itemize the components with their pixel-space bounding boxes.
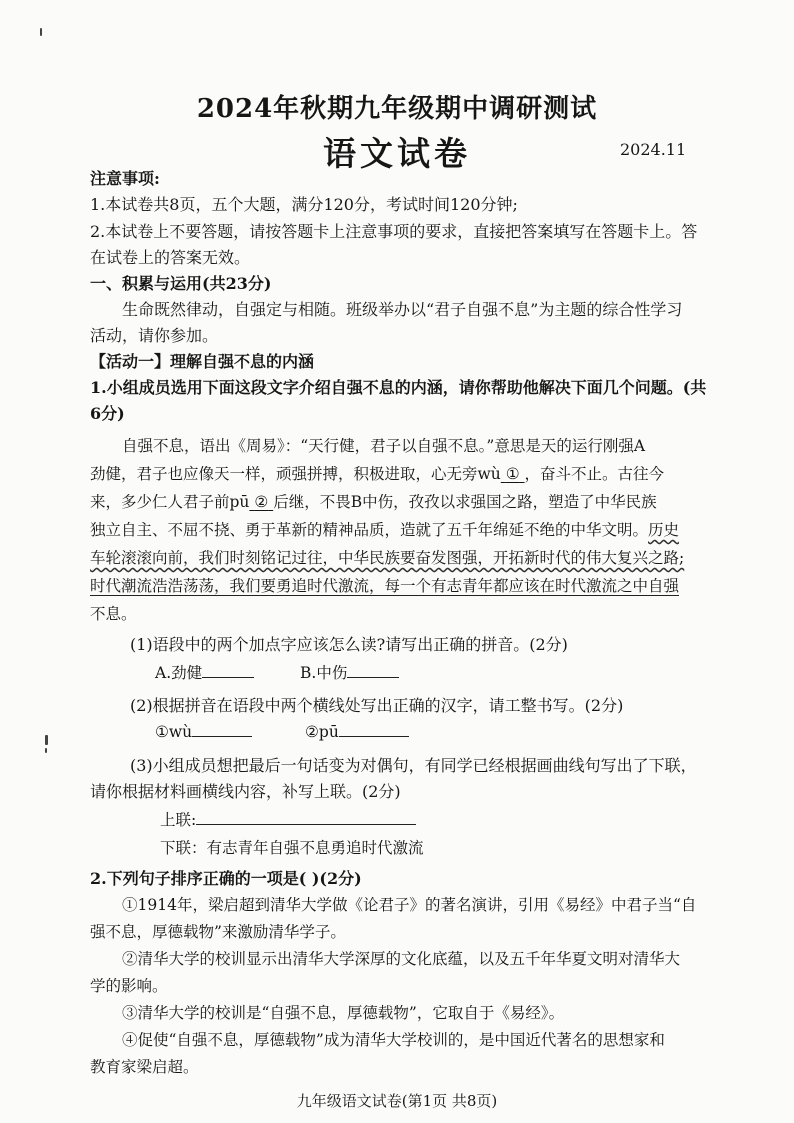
- question-1-cont: 6分): [90, 404, 125, 423]
- notice-item-1: 1.本试卷共8页，五个大题，满分120分，考试时间120分钟;: [90, 195, 518, 214]
- sentence-2: ②清华大学的校训显示出清华大学深厚的文化底蕴，以及五千年华夏文明对清华大: [122, 950, 681, 968]
- subquestion-3-cont: 请你根据材料画横线内容，补写上联。(2分): [90, 782, 401, 801]
- sentence-1: ①1914年，梁启超到清华大学做《论君子》的著名演讲，引用《易经》中君子当“自: [122, 896, 697, 914]
- scan-speck: [45, 735, 48, 745]
- subquestion-1: (1)语段中的两个加点字应该怎么读?请写出正确的拼音。(2分): [130, 635, 568, 654]
- upper-couplet: 上联:: [160, 808, 416, 830]
- subquestion-3: (3)小组成员想把最后一句话变为对偶句，有同学已经根据画曲线句写出了下联，: [130, 756, 697, 775]
- passage-text: 独立自主、不屈不挠、勇于革新的精神品质，造就了五千年绵延不绝的中华文明。: [90, 521, 649, 539]
- passage-text: 后继，不畏B中伤，孜孜以求强国之路，塑造了中华民族: [273, 493, 657, 511]
- answer-line-b: B.中伤: [300, 661, 399, 683]
- notice-item-2: 2.本试卷上不要答题，请按答题卡上注意事项的要求，直接把答案填写在答题卡上。答: [90, 222, 698, 241]
- subquestion-2: (2)根据拼音在语段中两个横线处写出正确的汉字，请工整书写。(2分): [130, 696, 624, 715]
- answer-line-wu: ①wù: [155, 722, 252, 741]
- sentence-4: ④促使“自强不息，厚德载物”成为清华大学校训的，是中国近代著名的思想家和: [122, 1031, 665, 1049]
- sentence-1-cont: 强不息，厚德载物”来激励清华学子。: [90, 923, 346, 941]
- question-2: 2.下列句子排序正确的一项是( )(2分): [90, 869, 362, 888]
- lower-couplet: 下联：有志青年自强不息勇追时代激流: [160, 839, 424, 857]
- passage-line-6: [90, 574, 679, 596]
- wavy-underlined-text: 历史: [648, 521, 680, 539]
- exam-title: 2024年秋期九年级期中调研测试: [196, 94, 598, 124]
- answer-blank[interactable]: [196, 810, 416, 825]
- question-1: 1.小组成员选用下面这段文字介绍自强不息的内涵，请你帮助他解决下面几个问题。(共: [90, 378, 707, 397]
- passage-text: 来，多少仁人君子前pū: [90, 493, 250, 511]
- answer-line-a: A.劲健: [155, 661, 254, 683]
- answer-blank[interactable]: [347, 663, 399, 678]
- passage-line-1: 自强不息，语出《周易》：“天行健，君子以自强不息。”意思是天的运行刚强A: [122, 437, 646, 455]
- sentence-3: ③清华大学的校训是“自强不息，厚德载物”，它取自于《易经》。: [122, 1004, 565, 1022]
- passage-line-3: [90, 490, 657, 512]
- exam-date: 2024.11: [620, 140, 687, 159]
- answer-blank[interactable]: [339, 722, 409, 737]
- section-intro-cont: 活动，请你参加。: [90, 326, 219, 345]
- sentence-4-cont: 教育家梁启超。: [90, 1058, 199, 1076]
- underlined-text: 时代潮流浩浩荡荡，我们要勇追时代激流，每一个有志青年都应该在时代激流之中自强: [90, 577, 680, 595]
- page-footer: 九年级语文试卷(第1页 共8页): [296, 1092, 498, 1110]
- notice-heading: 注意事项:: [90, 169, 160, 188]
- activity-heading: 【活动一】理解自强不息的内涵: [90, 352, 315, 371]
- answer-line-pu: ②pū: [305, 722, 409, 741]
- passage-text: 劲健，君子也应像天一样，顽强拼搏，积极进取，心无旁wù: [90, 465, 501, 483]
- scan-speck: [40, 28, 42, 36]
- passage-line-4: [90, 518, 679, 540]
- subject-title: 语文试卷: [323, 134, 471, 173]
- notice-item-2-cont: 在试卷上的答案无效。: [90, 248, 251, 267]
- section-intro: 生命既然律动，自强定与相随。班级举办以“君子自强不息”为主题的综合性学习: [122, 300, 683, 319]
- section-heading: 一、积累与运用(共23分): [90, 274, 272, 293]
- sentence-2-cont: 学的影响。: [90, 977, 168, 995]
- passage-line-2: [90, 462, 664, 484]
- answer-blank[interactable]: [192, 722, 252, 737]
- passage-line-7: 不息。: [90, 605, 137, 623]
- answer-blank[interactable]: [202, 663, 254, 678]
- passage-text: ，奋斗不止。古往今: [524, 465, 665, 483]
- passage-line-5: 车轮滚滚向前，我们时刻铭记过往，中华民族要奋发图强，开拓新时代的伟大复兴之路;: [90, 549, 685, 567]
- blank-mark-2: ②: [254, 493, 269, 511]
- blank-mark-1: ①: [505, 465, 520, 483]
- scan-speck: [45, 748, 47, 753]
